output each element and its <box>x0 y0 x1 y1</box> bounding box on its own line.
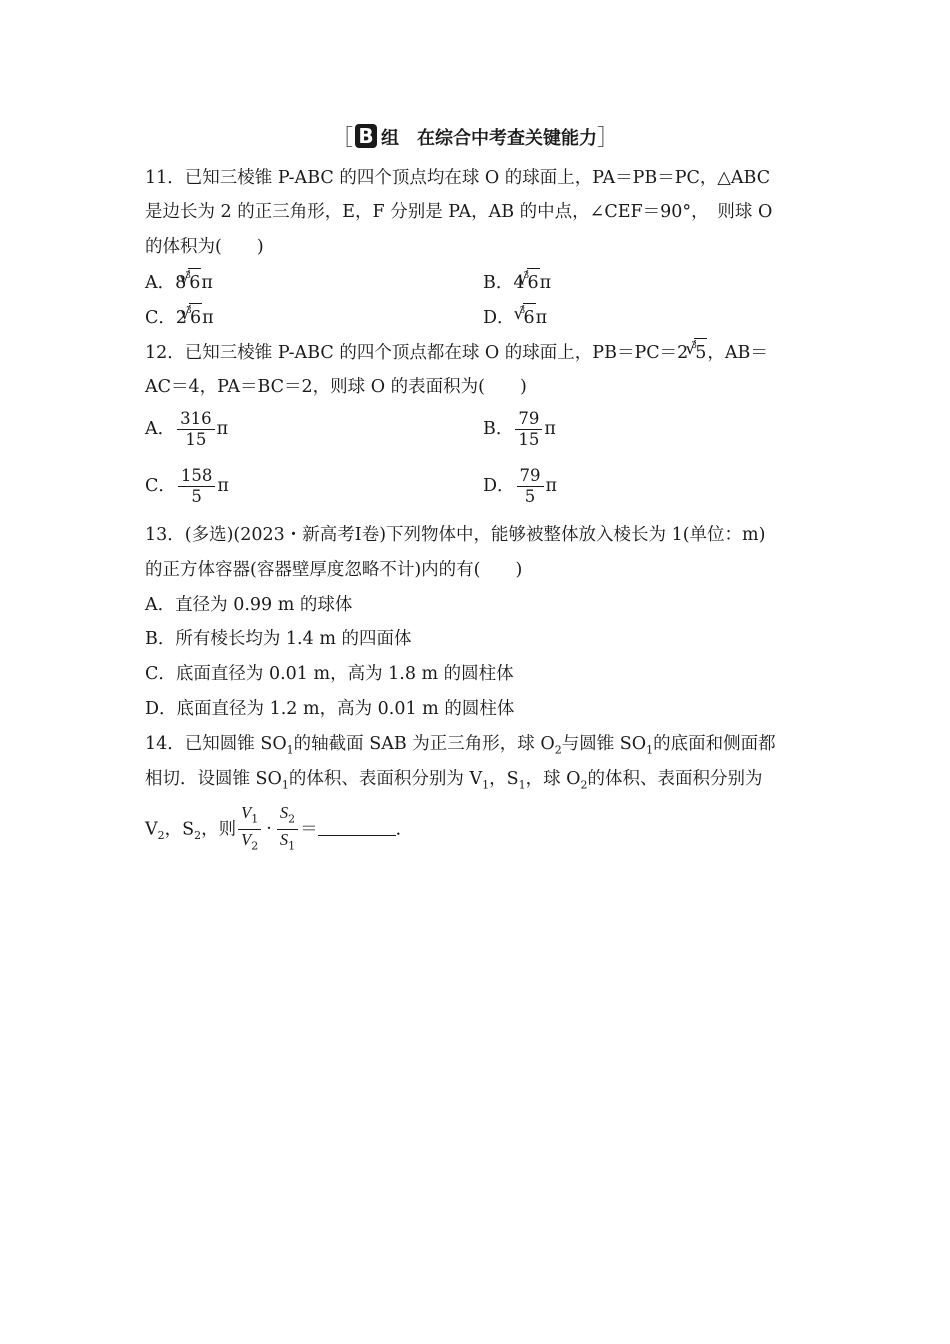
denominator: 15 <box>518 430 540 449</box>
option-label: D． <box>483 308 515 328</box>
q12-option-c[interactable] <box>145 466 229 507</box>
q14-text: 14．已知圆锥 SO <box>145 734 287 754</box>
option-label: B． <box>483 273 514 293</box>
group-label: 组 <box>381 128 399 149</box>
subscript: 2 <box>288 812 296 826</box>
q14-line-2 <box>145 765 810 800</box>
equals-sign: ＝ <box>300 819 318 840</box>
denominator <box>277 830 298 856</box>
multiply-dot-icon: · <box>266 819 272 840</box>
numerator: 79 <box>517 466 544 487</box>
q11-option-c[interactable] <box>145 303 214 332</box>
subscript: 1 <box>251 812 259 826</box>
q12-line-2: AC＝4，PA＝BC＝2，则球 O 的表面积为( ) <box>145 377 527 397</box>
root-radicand: √ 6 <box>189 303 202 332</box>
section-title: 在综合中考查关键能力 <box>417 128 597 149</box>
fraction <box>515 409 542 450</box>
root-radicand: √ 5 <box>694 338 707 367</box>
q14-text: 的体积、表面积分别为 <box>587 769 763 789</box>
subscript: 2 <box>194 828 202 842</box>
denominator: 15 <box>185 430 207 449</box>
q13-line-1: 13．(多选)(2023・新高考Ⅰ卷)下列物体中，能够被整体放入棱长为 1(单位：m) <box>145 525 766 545</box>
numerator <box>238 803 261 830</box>
q14-text: ，S <box>489 769 519 789</box>
option-label: B． <box>483 419 514 439</box>
option-label: A． <box>145 419 176 439</box>
subscript: 2 <box>554 743 562 757</box>
q13-option-a[interactable]: A．直径为 0.99 m 的球体 <box>145 595 353 615</box>
cube-root <box>186 268 201 297</box>
q14-period: ． <box>395 819 414 840</box>
q11-line-3: 的体积为( ) <box>145 237 264 257</box>
pi-symbol: π <box>202 308 214 328</box>
left-bracket-icon: ［ <box>330 126 353 151</box>
pi-symbol: π <box>539 273 552 293</box>
root-radicand: √ 6 <box>188 268 201 297</box>
subscript: 1 <box>288 839 296 853</box>
group-badge: B <box>355 124 377 148</box>
option-coef: 8 <box>175 273 187 293</box>
answer-blank[interactable] <box>318 817 396 836</box>
q12-option-a[interactable] <box>145 409 228 450</box>
fraction-v1-v2 <box>238 803 261 857</box>
q14-text: 相切．设圆锥 SO <box>145 769 282 789</box>
var: V <box>241 830 252 850</box>
option-coef: 2 <box>175 308 188 328</box>
cube-root <box>521 303 536 332</box>
root-index: 3 <box>519 306 526 316</box>
q14-text: 的底面和侧面都 <box>653 734 776 754</box>
numerator: 316 <box>177 409 215 430</box>
q11-line-2: 是边长为 2 的正三角形，E，F 分别是 PA，AB 的中点，∠CEF＝90°， 则球 O <box>145 202 773 222</box>
pi-symbol: π <box>217 476 229 496</box>
q14-line-3 <box>145 803 810 859</box>
fraction <box>177 409 215 450</box>
root-index: 3 <box>186 306 192 316</box>
root-radicand: √ 6 <box>523 303 536 332</box>
numerator: 158 <box>178 466 216 487</box>
right-bracket-icon: ］ <box>597 126 620 151</box>
subscript: 1 <box>646 743 654 757</box>
q11-option-a[interactable] <box>145 268 213 297</box>
subscript: 1 <box>281 778 289 792</box>
subscript: 1 <box>482 778 490 792</box>
root-radicand: √ 6 <box>527 268 540 297</box>
numerator: 79 <box>515 409 542 430</box>
pi-symbol: π <box>201 273 213 293</box>
option-label: C． <box>145 476 176 496</box>
q11-option-d[interactable] <box>483 303 547 332</box>
root-index: 3 <box>185 271 192 281</box>
denominator: 5 <box>191 487 202 506</box>
q14-text: ，S <box>164 819 195 840</box>
option-coef: 4 <box>513 273 525 293</box>
pi-symbol: π <box>535 308 548 328</box>
fraction-s2-s1 <box>277 803 298 857</box>
subscript: 2 <box>157 828 165 842</box>
root-index: 3 <box>691 341 697 351</box>
q12-option-d[interactable] <box>483 466 557 507</box>
q13-line-2: 的正方体容器(容器壁厚度忽略不计)内的有( ) <box>145 560 523 580</box>
pi-symbol: π <box>545 476 558 496</box>
option-label: D． <box>483 476 515 496</box>
q14-text: ，球 O <box>525 769 581 789</box>
cube-root <box>525 268 540 297</box>
section-header <box>0 124 950 154</box>
q12-text-b: ，AB＝ <box>707 343 768 363</box>
q14-line-1 <box>145 730 810 765</box>
subscript: 1 <box>518 778 526 792</box>
cube-root <box>692 338 707 367</box>
var: S <box>279 803 289 822</box>
option-label: A． <box>145 273 176 293</box>
q14-text: ，则 <box>201 819 237 840</box>
subscript: 2 <box>580 778 588 792</box>
numerator <box>277 803 298 830</box>
fraction <box>178 466 216 507</box>
var: V <box>241 803 252 822</box>
var: S <box>279 830 289 850</box>
pi-symbol: π <box>216 419 229 439</box>
denominator <box>238 830 261 856</box>
q12-option-b[interactable] <box>483 409 556 450</box>
q13-option-c[interactable]: C．底面直径为 0.01 m，高为 1.8 m 的圆柱体 <box>145 664 514 684</box>
q14-text: 的体积、表面积分别为 V <box>288 769 483 789</box>
fraction <box>517 466 544 507</box>
option-label: C． <box>145 308 176 328</box>
denominator: 5 <box>524 487 536 506</box>
cube-root <box>187 303 202 332</box>
q14-text: V <box>145 819 158 840</box>
root-index: 3 <box>523 271 530 281</box>
q11-option-b[interactable] <box>483 268 551 297</box>
q14-text: 的轴截面 SAB 为正三角形，球 O <box>293 734 555 754</box>
q12-text-a: 12．已知三棱锥 P-ABC 的四个顶点都在球 O 的球面上，PB＝PC＝2 <box>145 343 689 363</box>
q11-line-1: 11．已知三棱锥 P-ABC 的四个顶点均在球 O 的球面上，PA＝PB＝PC，△ABC <box>145 168 771 188</box>
q13-option-b[interactable]: B．所有棱长均为 1.4 m 的四面体 <box>145 629 412 649</box>
subscript: 2 <box>251 839 259 853</box>
subscript: 1 <box>286 743 294 757</box>
q14-text: 与圆锥 SO <box>561 734 647 754</box>
q12-line-1 <box>145 338 810 367</box>
q13-option-d[interactable]: D．底面直径为 1.2 m，高为 0.01 m 的圆柱体 <box>145 699 515 719</box>
pi-symbol: π <box>544 419 556 439</box>
